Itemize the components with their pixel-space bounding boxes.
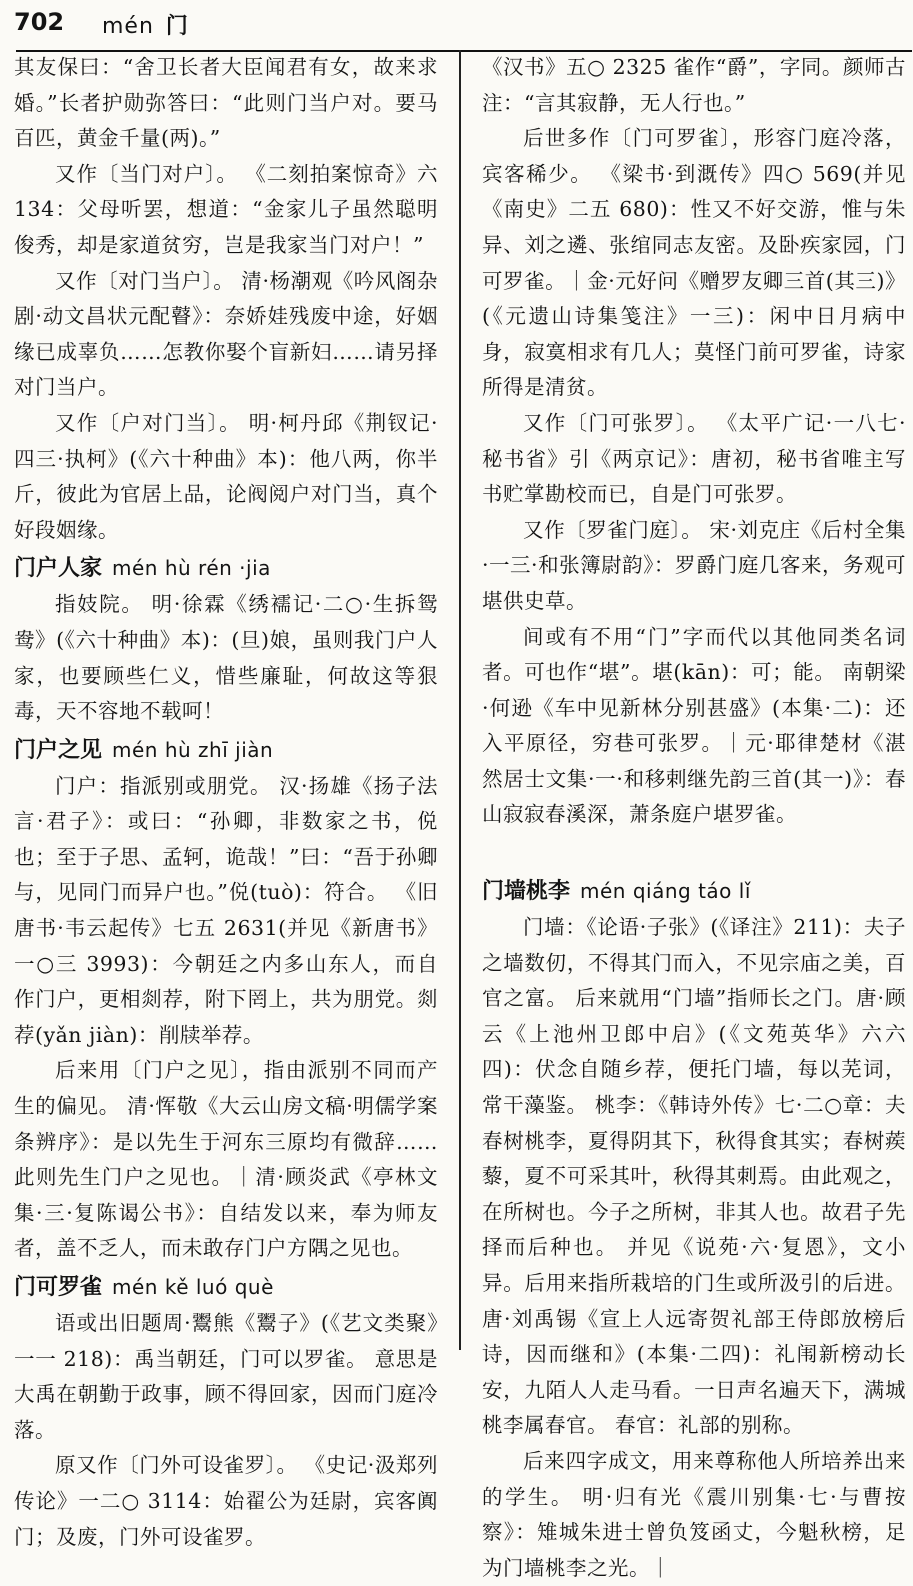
entry-pinyin: mén kě luó què — [112, 1275, 274, 1299]
entry-paragraph: 后来用〔门户之见〕，指由派别不同而产生的偏见。 清·恽敬《大云山房文稿·明儒学案条辨序》：是以先生于河东三原均有微辞……此则先生门户之见也。｜清·顾炎武《亭林文集·三·复陈谒公书》：自结发以来，奉为师友者，盖不乏人，而未敢存门户方隅之见也。 — [14, 1058, 438, 1261]
entry-heading — [14, 550, 438, 587]
entry-term: 门户之见 — [14, 737, 103, 763]
entry-paragraph: 《汉书》五○ 2325 雀作“爵”，字同。颜师古注：“言其寂静，无人行也。” — [482, 55, 906, 115]
entry-paragraph: 后来四字成文，用来尊称他人所培养出来的学生。 明·归有光《震川别集·七·与曹按察》：雉城朱进士曾负笈函丈，今魁秋榜，足为门墙桃李之光。｜ — [482, 1448, 906, 1580]
entry-paragraph: 后世多作〔门可罗雀〕，形容门庭冷落，宾客稀少。 《梁书·到溉传》四○ 569(并见《南史》二五 680)：性又不好交游，惟与朱异、刘之遴、张绾同志友密。及卧疾家园，门可罗雀。｜金·元好问《赠罗友卿三首(其三)》(《元遗山诗集笺注》一三)：闲中日月病中身，寂寞相求有几人；莫怪门前可罗雀，诗家所得是清贫。 — [482, 126, 906, 400]
running-headword-character: 门 — [165, 14, 189, 39]
entry-heading — [14, 1269, 438, 1306]
running-headword-pinyin: mén — [102, 14, 154, 39]
entry-pinyin: mén hù rén ·jia — [112, 556, 271, 581]
column-divider — [459, 50, 461, 1350]
entry-paragraph: 门墙：《论语·子张》(《译注》211)：夫子之墙数仞，不得其门而入，不见宗庙之美，百官之富。 后来就用“门墙”指师长之门。唐·顾云《上池州卫郎中启》(《文苑英华》六六四)：伏念自随乡荐，便托门墙，每以芜词，常干藻鉴。 桃李：《韩诗外传》七·二○章：夫春树桃李，夏得阴其下，秋得食其实；春树蒺藜，夏不可采其叶，秋得其刺焉。由此观之，在所树也。今子之所树，非其人也。故君子先择而后种也。 并见《说苑·六·复恩》，文小异。后用来指所栽培的门生或所汲引的后进。 唐·刘禹锡《宣上人远寄贺礼部王侍郎放榜后诗，因而继和》(本集·二四)：礼闱新榜动长安，九陌人人走马看。一日声名遍天下，满城桃李属春官。 春官：礼部的别称。 — [482, 915, 906, 1438]
entry-paragraph: 又作〔对门当户〕。 清·杨潮观《吟风阁杂剧·动文昌状元配瞽》：奈娇娃残废中途，好姻缘已成辜负……怎教你娶个盲新妇……请另择对门当户。 — [14, 268, 438, 400]
entry-term: 门户人家 — [14, 556, 103, 582]
entry-gap — [482, 833, 906, 871]
entry-pinyin: mén qiáng táo lǐ — [580, 879, 751, 904]
entry-paragraph: 原又作〔门外可设雀罗〕。 《史记·汲郑列传论》一二○ 3114：始翟公为廷尉，宾客阗门；及废，门外可设雀罗。 — [14, 1453, 438, 1549]
entry-term: 门可罗雀 — [14, 1275, 103, 1300]
entry-paragraph: 其友保曰：“舍卫长者大臣闻君有女，故来求婚。”长者护勋弥答曰：“此则门当户对。要马百匹，黄金千量(两)。” — [14, 55, 438, 151]
entry-paragraph: 语或出旧题周·鬻熊《鬻子》(《艺文类聚》一一 218)：禹当朝廷，门可以罗雀。 意思是大禹在朝勤于政事，顾不得回家，因而门庭冷落。 — [14, 1311, 438, 1442]
page-header — [12, 6, 902, 46]
entry-paragraph: 又作〔户对门当〕。 明·柯丹邱《荆钗记·四三·执柯》(《六十种曲》本)：他八两，你半斤，彼此为官居上品，论阀阅户对门当，真个好段姻缘。 — [14, 410, 438, 542]
left-column — [14, 50, 438, 1549]
entry-paragraph: 间或有不用“门”字而代以其他同类名词者。可也作“堪”。堪(kān)：可；能。 南朝梁·何逊《车中见新林分别甚盛》(本集·二)：还入平原径，穷巷可张罗。｜元·耶律楚材《湛然居士文集·一·和移剌继先韵三首(其一)》：春山寂寂春溪深，萧条庭户堪罗雀。 — [482, 624, 906, 827]
entry-paragraph: 门户：指派别或朋党。 汉·扬雄《扬子法言·君子》：或曰：“孙卿，非数家之书，侻也；至于子思、孟轲，诡哉！”曰：“吾于孙卿与，见同门而异户也。”侻(tuò)：符合。 《旧唐书·韦云起传》七五 2631(并见《新唐书》一○三 3993)：今朝廷之内多山东人，而自作门户，更相剡荐，附下罔上，共为朋党。剡荐(yǎn jiàn)：削牍举荐。 — [14, 773, 438, 1047]
right-column — [482, 50, 906, 1580]
entry-paragraph: 又作〔门可张罗〕。 《太平广记·一八七·秘书省》引《两京记》：唐初，秘书省唯主写书贮掌勘校而已，自是门可张罗。 — [482, 410, 906, 507]
entry-pinyin: mén hù zhī jiàn — [112, 737, 274, 762]
entry-paragraph: 又作〔罗雀门庭〕。 宋·刘克庄《后村全集·一三·和张簿尉韵》：罗爵门庭几客来，务观可堪供史草。 — [482, 517, 906, 613]
entry-paragraph: 指妓院。 明·徐霖《绣襦记·二○·生拆鸳鸯》(《六十种曲》本)：(旦)娘，虽则我门户人家，也要顾些仁义，惜些廉耻，何故这等狠毒，天不容地不载呵！ — [14, 592, 438, 724]
entry-paragraph: 又作〔当门对户〕。 《二刻拍案惊奇》六 134：父母听罢，想道：“金家儿子虽然聪明俊秀，却是家道贫穷，岂是我家当门对户！” — [14, 161, 438, 257]
entry-heading — [482, 873, 906, 910]
page-number: 702 — [14, 8, 65, 36]
entry-heading — [14, 732, 438, 769]
running-headword — [102, 9, 189, 40]
entry-term: 门墙桃李 — [482, 879, 571, 905]
